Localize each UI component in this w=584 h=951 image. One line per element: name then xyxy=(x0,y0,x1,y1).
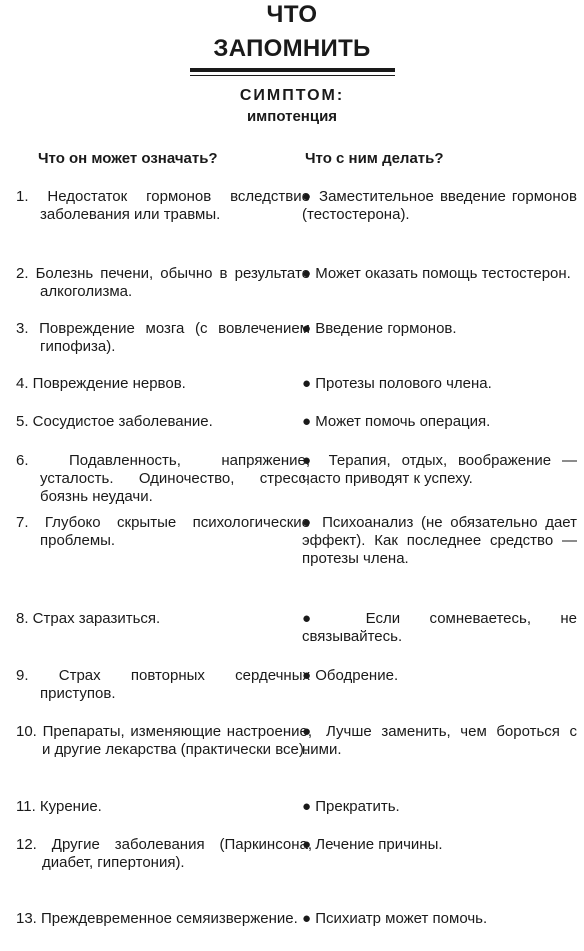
heading-rule-thick xyxy=(190,68,395,72)
action-item-12: ● Лечение причины. xyxy=(302,836,443,853)
column-header-action: Что с ним делать? xyxy=(305,150,444,167)
heading-line-2: ЗАПОМНИТЬ xyxy=(213,35,371,62)
cause-item-9: 9. Страх повторных сердечных приступов. xyxy=(16,667,310,702)
action-item-6: ● Терапия, отдых, воображение — часто приводят к успеху. xyxy=(302,452,577,487)
action-item-7: ● Психоанализ (не обязательно дает эффект). Как последнее средство — протезы члена. xyxy=(302,514,577,567)
action-item-2: ● Может оказать помощь тестостерон. xyxy=(302,265,571,282)
cause-item-2: 2. Болезнь печени, обычно в результате алкоголизма. xyxy=(16,265,310,300)
cause-item-8: 8. Страх заразиться. xyxy=(16,610,161,627)
cause-item-12: 12. Другие заболевания (Паркинсона, диабет, гипертония). xyxy=(16,836,312,871)
cause-item-7: 7. Глубоко скрытые психологические проблемы. xyxy=(16,514,310,549)
action-item-3: ● Введение гормонов. xyxy=(302,320,457,337)
cause-item-13: 13. Преждевременное семяизвержение. xyxy=(16,910,298,927)
action-item-4: ● Протезы полового члена. xyxy=(302,375,492,392)
action-item-8: ● Если сомневаетесь, не связывайтесь. xyxy=(302,610,577,645)
symptom-label: СИМПТОМ: xyxy=(239,87,345,104)
cause-item-1: 1. Недостаток гормонов вследствие заболевания или травмы. xyxy=(16,188,310,223)
cause-item-6: 6. Подавленность, напряжение, усталость. Одиночество, стресс, боязнь неудачи. xyxy=(16,452,310,505)
action-item-9: ● Ободрение. xyxy=(302,667,399,684)
symptom-name: импотенция xyxy=(246,108,338,125)
action-item-10: ● Лучше заменить, чем бороться с ними. xyxy=(302,723,577,758)
action-item-1: ● Заместительное введение гормонов (тестостерона). xyxy=(302,188,577,223)
action-item-13: ● Психиатр может помочь. xyxy=(302,910,488,927)
cause-item-4: 4. Повреждение нервов. xyxy=(16,375,186,392)
cause-item-5: 5. Сосудистое заболевание. xyxy=(16,413,213,430)
heading-rule-thin xyxy=(190,75,395,76)
cause-item-10: 10. Препараты, изменяющие настроение, и другие лекарства (практически все). xyxy=(16,723,312,758)
cause-item-3: 3. Повреждение мозга (с вовлечением гипофиза). xyxy=(16,320,310,355)
cause-item-11: 11. Курение. xyxy=(16,798,102,815)
action-item-11: ● Прекратить. xyxy=(302,798,400,815)
heading-line-1: ЧТО xyxy=(266,1,318,28)
action-item-5: ● Может помочь операция. xyxy=(302,413,491,430)
column-header-cause: Что он может означать? xyxy=(38,150,218,167)
